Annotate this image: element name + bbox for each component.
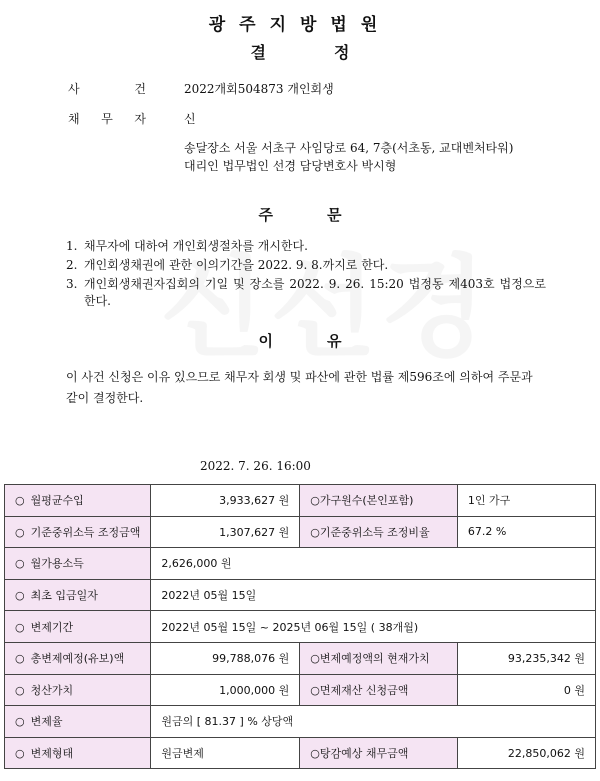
debtor-name: 신 xyxy=(184,112,196,126)
legal-agent: 대리인 법무법인 선경 담당변호사 박시형 xyxy=(184,159,397,173)
table-row: ○ 청산가치 1,000,000 원 ○면제재산 신청금액 0 원 xyxy=(5,674,596,706)
order-list xyxy=(66,238,546,312)
order-item: 3. 개인회생채권자집회의 기일 및 장소를 2022. 9. 26. 15:20 법정동 제403호 법정으로 한다. xyxy=(66,277,546,308)
court-name: 광주지방법원 xyxy=(208,15,392,35)
table-row: ○ 월평균수입 3,933,627 원 ○가구원수(본인포함) 1인 가구 xyxy=(5,485,596,517)
table-row: ○ 총변제예정(유보)액 99,788,076 원 ○변제예정액의 현재가치 93,235,342 원 xyxy=(5,642,596,674)
order-heading: 주 문 xyxy=(258,206,342,224)
reason-heading: 이 유 xyxy=(258,332,342,350)
order-item: 2. 개인회생채권에 관한 이의기간을 2022. 9. 8.까지로 한다. xyxy=(66,258,389,272)
case-label: 사 건 xyxy=(68,82,146,96)
decision-datetime: 2022. 7. 26. 16:00 xyxy=(200,459,311,473)
reason-text: 이 사건 신청은 이유 있으므로 채무자 회생 및 파산에 관한 법률 제596조에 의하여 주문과 같이 결정한다. xyxy=(66,370,533,405)
table-row: ○ 최초 입금일자 2022년 05월 15일 xyxy=(5,579,596,611)
order-item: 1. 채무자에 대하여 개인회생절차를 개시한다. xyxy=(66,239,308,253)
debtor-label: 채 무 자 xyxy=(68,112,146,126)
repayment-summary-table xyxy=(4,484,596,769)
table-row: ○ 변제기간 2022년 05월 15일 ~ 2025년 06월 15일 ( 38개월) xyxy=(5,611,596,643)
table-row: ○ 변제율 원금의 [ 81.37 ] % 상당액 xyxy=(5,706,596,738)
table-row: ○ 기준중위소득 조정금액 1,307,627 원 ○기준중위소득 조정비율 67.2 % xyxy=(5,516,596,548)
case-number: 2022개회504873 개인회생 xyxy=(184,82,334,96)
document-type: 결 정 xyxy=(250,43,350,62)
table-row: ○ 변제형태 원금변제 ○탕감예상 채무금액 22,850,062 원 xyxy=(5,737,596,769)
service-address: 송달장소 서울 서초구 사임당로 64, 7층(서초동, 교대벤처타워) xyxy=(184,141,514,155)
table-row: ○ 월가용소득 2,626,000 원 xyxy=(5,548,596,580)
